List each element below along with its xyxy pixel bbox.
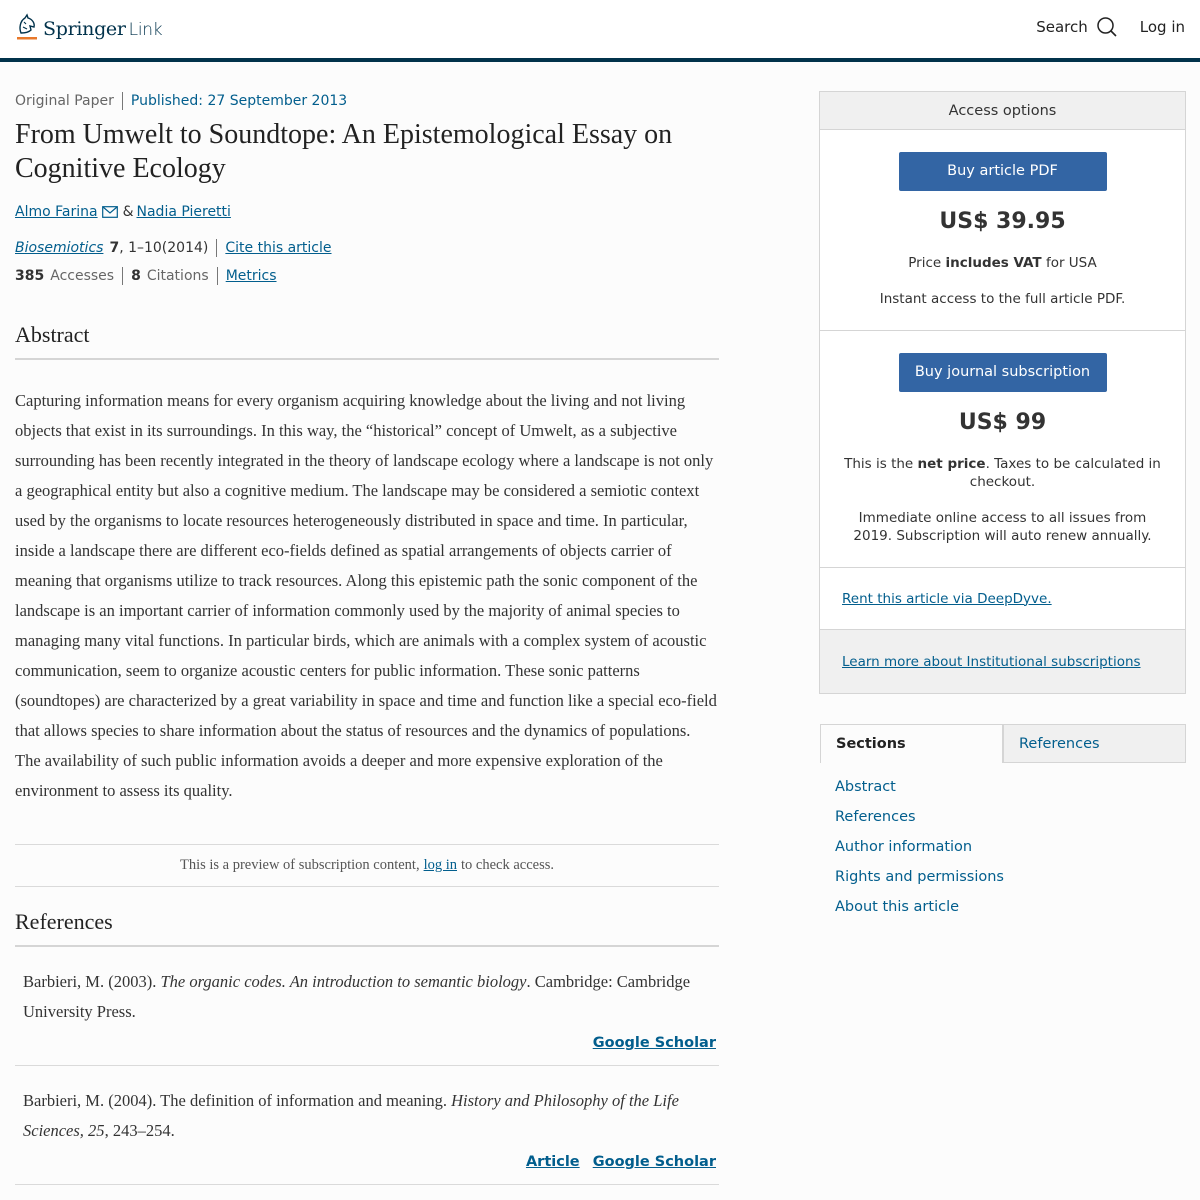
journal-link[interactable]: Biosemiotics [15, 240, 104, 256]
tab-references[interactable]: References [1003, 724, 1186, 763]
site-header [0, 0, 1200, 62]
access-options-panel [819, 91, 1186, 694]
citations-label: Citations [146, 268, 209, 284]
buy-article-block [820, 130, 1185, 331]
subscription-price: US$ 99 [958, 410, 1047, 435]
reference-item [15, 1066, 719, 1185]
buy-journal-subscription-button[interactable]: Buy journal subscription [899, 353, 1107, 392]
article-meta [15, 90, 719, 112]
net-price-note: This is the net price. Taxes to be calculated in checkout. [844, 456, 1161, 490]
divider [122, 92, 123, 110]
section-link-references[interactable]: References [835, 809, 916, 825]
article-link[interactable]: Article [525, 1154, 580, 1170]
subscription-preview-notice: This is a preview of subscription content, log in to check access. [15, 844, 719, 887]
author-link-farina[interactable]: Almo Farina [15, 204, 98, 220]
section-link-author-information[interactable]: Author information [835, 839, 973, 855]
section-link-rights-permissions[interactable]: Rights and permissions [835, 869, 1004, 885]
references-heading: References [15, 909, 719, 947]
accesses-label: Accesses [50, 268, 115, 284]
author-link-pieretti[interactable]: Nadia Pieretti [136, 204, 231, 220]
author-list [15, 204, 719, 220]
buy-subscription-block [820, 331, 1185, 568]
article-main [15, 90, 719, 1185]
article-title: From Umwelt to Soundtope: An Epistemological Essay on Cognitive Ecology [15, 119, 673, 184]
tab-sections[interactable]: Sections [820, 724, 1003, 763]
sections-nav [835, 772, 1004, 922]
citation-info [15, 238, 719, 258]
google-scholar-link[interactable]: Google Scholar [592, 1154, 716, 1170]
buy-article-pdf-button[interactable]: Buy article PDF [899, 152, 1107, 191]
accesses-count: 385 [15, 268, 45, 284]
institutional-block [820, 630, 1185, 693]
reference-item [15, 947, 719, 1066]
reference-text: Barbieri, M. (2003). The organic codes. An introduction to semantic biology. Cambridge: Cambridge University Press. [23, 972, 691, 1021]
article-metrics [15, 266, 719, 286]
citations-count: 8 [131, 268, 141, 284]
deepdyve-block [820, 568, 1185, 630]
springer-link-logo[interactable] [15, 13, 162, 43]
login-link[interactable]: Log in [1139, 18, 1185, 36]
section-link-about-article[interactable]: About this article [835, 899, 960, 915]
cite-article-link[interactable]: Cite this article [225, 240, 332, 256]
divider [122, 267, 123, 285]
vat-note: Price includes VAT for USA [908, 255, 1097, 271]
divider [217, 267, 218, 285]
springer-horse-icon [15, 13, 39, 43]
email-icon[interactable] [102, 206, 118, 218]
section-link-abstract[interactable]: Abstract [835, 779, 896, 795]
search-label: Search [1036, 18, 1088, 36]
metrics-link[interactable]: Metrics [225, 268, 277, 284]
article-price: US$ 39.95 [939, 209, 1066, 234]
rent-deepdyve-link[interactable]: Rent this article via DeepDyve. [842, 590, 1052, 607]
published-date: Published: 27 September 2013 [130, 93, 348, 109]
abstract-text: Capturing information means for every organism acquiring knowledge about the living and not living objects that exist in its surroundings. In this way, the “historical” concept of Umwelt, as a subjective surrounding has been recently integrated in the theory of landscape ecology where a landscape is not only a geographical entity but also a cognitive medium. The landscape may be considered a semiotic context used by the organisms to locate resources heterogeneously distributed in space and time. In particular, inside a landscape there are different eco-fields defined as spatial arrangements of objects carrier of meaning that organisms utilize to track resources. Along this epistemic path the sonic component of the landscape is an important carrier of information commonly used by the majority of animal species to managing many vital functions. In particular birds, which are animals with a complex system of acoustic communication, seem to organize acoustic centers for public information. These sonic patterns (soundtopes) are characterized by a great variability in space and time and function like a special eco-field that allows species to share information about the status of resources and the dynamics of populations. The availability of such public information avoids a deeper and more expensive exploration of the environment to assess its quality. [15, 391, 717, 800]
subscription-note: Immediate online access to all issues from 2019. Subscription will auto renew annually. [853, 510, 1152, 544]
volume-info: 7, 1–10(2014) [109, 240, 209, 256]
instant-access-note: Instant access to the full article PDF. [879, 291, 1126, 307]
article-type: Original Paper [15, 93, 114, 109]
search-button[interactable] [1036, 16, 1118, 38]
divider [216, 239, 217, 257]
brand-name: Springer Link [43, 18, 163, 40]
access-options-heading: Access options [820, 92, 1185, 130]
search-icon [1096, 16, 1118, 38]
google-scholar-link[interactable]: Google Scholar [592, 1035, 716, 1051]
preview-login-link[interactable]: log in [423, 857, 458, 873]
author-joiner: & [122, 204, 134, 220]
abstract-heading: Abstract [15, 322, 719, 360]
institutional-subscriptions-link[interactable]: Learn more about Institutional subscriptions [842, 653, 1141, 670]
reference-text: Barbieri, M. (2004). The definition of information and meaning. History and Philosophy of the Life Sciences, 25, 243–254. [23, 1091, 679, 1140]
sidebar-tabs [820, 724, 1186, 763]
